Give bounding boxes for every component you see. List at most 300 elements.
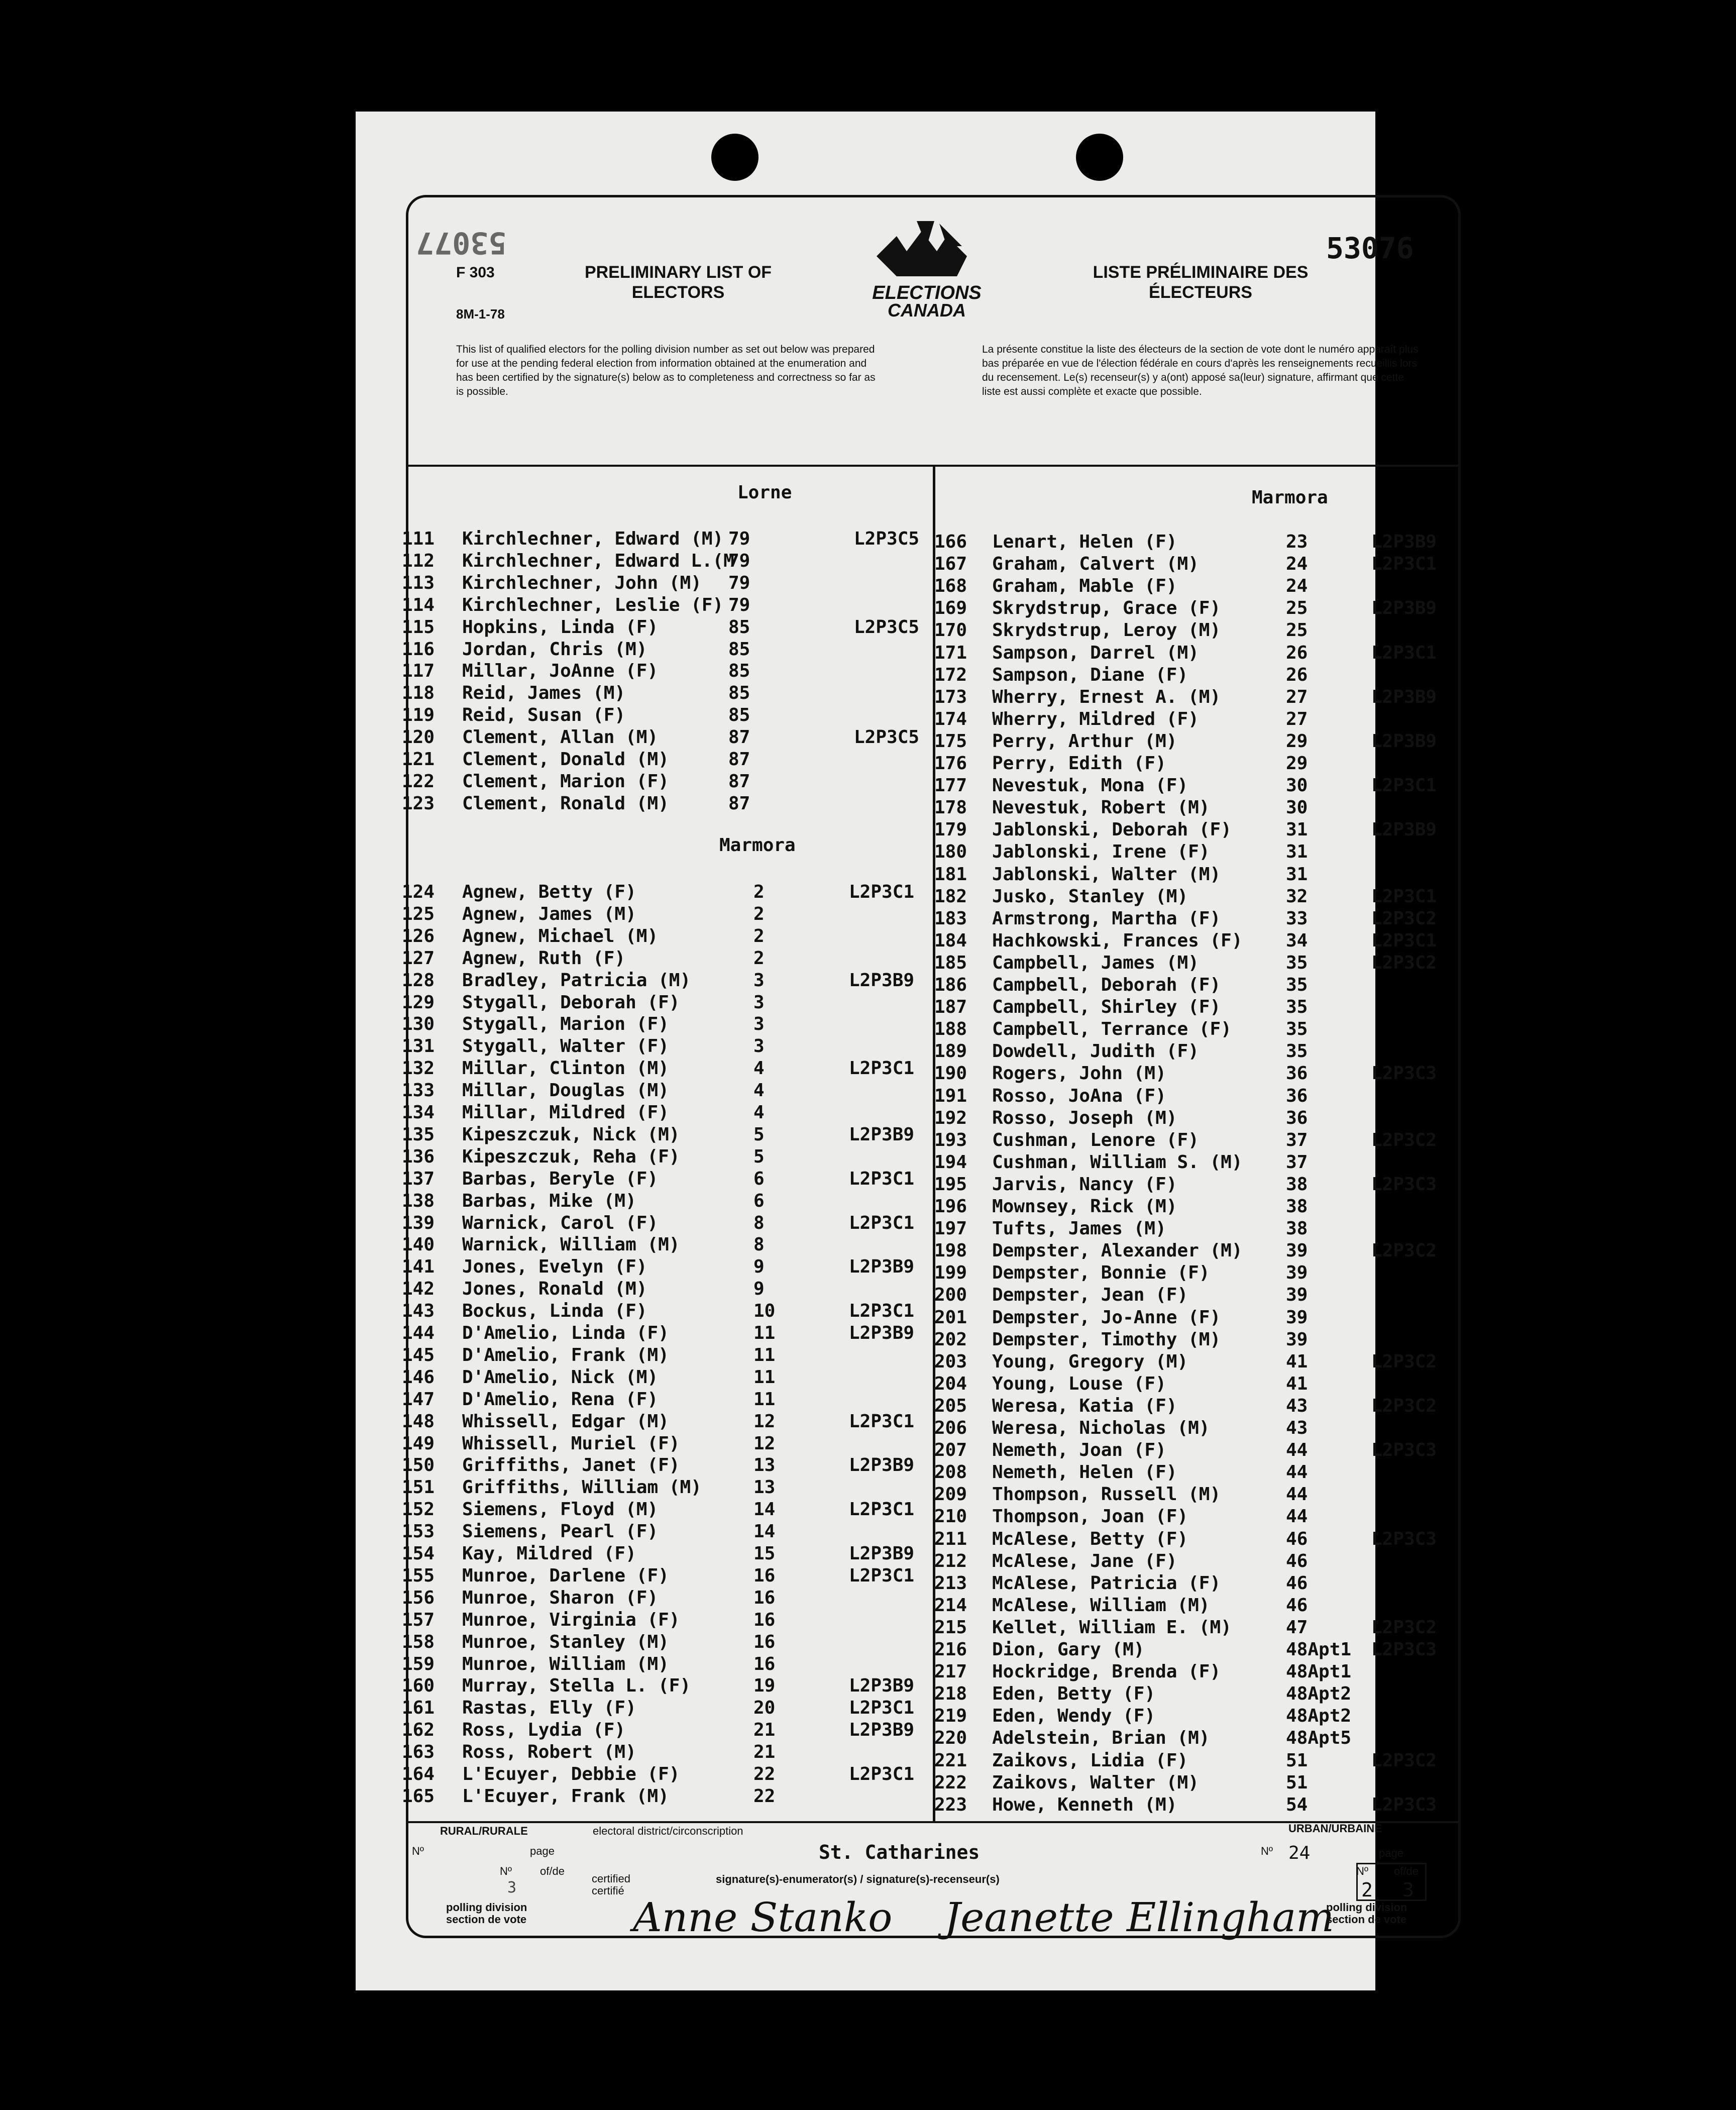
- elector-postal-code: L2P3C3: [1371, 1440, 1437, 1461]
- elector-address: 9: [753, 1256, 765, 1278]
- elector-number: 196: [934, 1196, 967, 1217]
- punch-hole: [711, 134, 758, 181]
- elector-name: Campbell, James (M): [992, 952, 1199, 973]
- elector-name: McAlese, Patricia (F): [992, 1572, 1221, 1594]
- elector-number: 163: [402, 1742, 435, 1763]
- elector-name: Clement, Allan (M): [462, 727, 659, 748]
- elector-name: Whissell, Edgar (M): [462, 1411, 669, 1432]
- elector-address: 26: [1286, 664, 1308, 685]
- elector-address: 22: [753, 1764, 776, 1784]
- elector-address: 23: [1286, 532, 1308, 552]
- elector-postal-code: L2P3B9: [849, 1124, 915, 1145]
- elector-number: 140: [402, 1234, 435, 1255]
- elector-address: 14: [753, 1499, 776, 1520]
- elector-address: 8: [753, 1234, 765, 1255]
- elector-address: 37: [1286, 1129, 1308, 1150]
- elector-name: Jablonski, Deborah (F): [992, 819, 1232, 840]
- elector-address: 5: [753, 1124, 765, 1145]
- elector-address: 36: [1286, 1063, 1308, 1084]
- elector-number: 137: [402, 1168, 435, 1189]
- elector-address: 39: [1286, 1285, 1308, 1306]
- elector-number: 207: [934, 1440, 967, 1461]
- elector-address: 85: [728, 639, 750, 660]
- elector-address: 27: [1286, 708, 1308, 729]
- elector-name: Sampson, Darrel (M): [992, 642, 1199, 663]
- elector-number: 150: [402, 1455, 435, 1476]
- elector-name: Rosso, JoAna (F): [992, 1085, 1166, 1106]
- polling-label-left: polling division section de vote: [446, 1901, 527, 1926]
- elector-number: 171: [934, 642, 967, 663]
- elector-postal-code: L2P3B9: [1371, 819, 1437, 840]
- elector-address: 44: [1286, 1440, 1308, 1461]
- elector-name: Kay, Mildred (F): [462, 1543, 636, 1564]
- elector-number: 144: [402, 1323, 435, 1343]
- elector-number: 168: [934, 576, 967, 597]
- elector-number: 191: [934, 1085, 967, 1106]
- elections-canada-logo: [846, 216, 1007, 322]
- elector-number: 193: [934, 1129, 967, 1150]
- elector-postal-code: L2P3C5: [854, 616, 920, 638]
- elector-number: 216: [934, 1639, 967, 1660]
- elector-address: 10: [753, 1301, 776, 1322]
- elector-name: Weresa, Nicholas (M): [992, 1418, 1210, 1438]
- elector-address: 48Apt1: [1286, 1639, 1352, 1660]
- elector-postal-code: L2P3C5: [854, 529, 920, 549]
- street-header-marmora-left: Marmora: [719, 835, 796, 856]
- elector-name: D'Amelio, Frank (M): [462, 1344, 669, 1365]
- elector-number: 132: [402, 1058, 435, 1079]
- elector-number: 178: [934, 797, 967, 818]
- elector-number: 135: [402, 1124, 435, 1145]
- elector-number: 167: [934, 554, 967, 575]
- elector-name: Lenart, Helen (F): [992, 532, 1177, 552]
- elector-number: 223: [934, 1794, 967, 1815]
- elector-number: 113: [402, 572, 435, 593]
- elector-postal-code: L2P3C2: [1371, 1240, 1437, 1261]
- elector-address: 47: [1286, 1617, 1308, 1638]
- elector-name: Reid, Susan (F): [462, 705, 626, 726]
- elector-name: Dempster, Jo-Anne (F): [992, 1307, 1221, 1328]
- elector-name: Stygall, Marion (F): [462, 1014, 669, 1035]
- elector-postal-code: L2P3C5: [854, 727, 920, 748]
- elector-number: 141: [402, 1256, 435, 1278]
- svg-text:CANADA: CANADA: [888, 300, 966, 321]
- elector-address: 30: [1286, 797, 1308, 818]
- elector-address: 87: [728, 727, 750, 748]
- elector-number: 129: [402, 992, 435, 1013]
- elector-number: 119: [402, 705, 435, 726]
- elector-postal-code: L2P3C2: [1371, 908, 1437, 929]
- elector-name: Jablonski, Walter (M): [992, 864, 1221, 885]
- elector-address: 51: [1286, 1750, 1308, 1771]
- elector-address: 5: [753, 1146, 765, 1167]
- elector-address: 46: [1286, 1550, 1308, 1571]
- signatures-label: signature(s)-enumerator(s) / signature(s)-recenseur(s): [716, 1873, 1000, 1885]
- elector-address: 43: [1286, 1418, 1308, 1438]
- elector-address: 39: [1286, 1329, 1308, 1350]
- elector-number: 147: [402, 1389, 435, 1410]
- elector-address: 2: [753, 925, 765, 946]
- elector-name: Griffiths, William (M): [462, 1477, 702, 1498]
- elector-name: Dowdell, Judith (F): [992, 1041, 1199, 1062]
- elector-address: 4: [753, 1102, 765, 1123]
- urban-of-label: of/de: [1394, 1865, 1419, 1877]
- elector-address: 24: [1286, 576, 1308, 597]
- elector-number: 118: [402, 683, 435, 704]
- elector-address: 54: [1286, 1794, 1308, 1815]
- elector-postal-code: L2P3C1: [849, 882, 915, 902]
- elector-address: 35: [1286, 952, 1308, 973]
- elector-name: Cushman, Lenore (F): [992, 1129, 1199, 1150]
- elector-postal-code: L2P3C1: [1371, 886, 1437, 907]
- elector-number: 133: [402, 1080, 435, 1101]
- elector-name: Mownsey, Rick (M): [992, 1196, 1177, 1217]
- elector-name: Hachkowski, Frances (F): [992, 930, 1243, 951]
- elector-address: 85: [728, 683, 750, 704]
- elector-number: 117: [402, 661, 435, 682]
- elector-number: 208: [934, 1462, 967, 1483]
- elector-number: 152: [402, 1499, 435, 1520]
- elector-number: 151: [402, 1477, 435, 1498]
- elector-address: 3: [753, 1036, 765, 1057]
- elector-address: 2: [753, 882, 765, 902]
- elector-number: 166: [934, 532, 967, 552]
- elector-name: Weresa, Katia (F): [992, 1395, 1177, 1416]
- elector-address: 9: [753, 1279, 765, 1300]
- elector-number: 115: [402, 616, 435, 638]
- elector-address: 30: [1286, 775, 1308, 796]
- elector-number: 139: [402, 1212, 435, 1233]
- form-number-left: 53077: [416, 225, 507, 260]
- elector-number: 182: [934, 886, 967, 907]
- elector-address: 79: [728, 572, 750, 593]
- elector-address: 44: [1286, 1484, 1308, 1505]
- elector-number: 173: [934, 686, 967, 707]
- elector-postal-code: L2P3B9: [1371, 730, 1437, 752]
- elector-name: Agnew, Betty (F): [462, 882, 636, 902]
- elector-name: Ross, Lydia (F): [462, 1720, 626, 1741]
- elector-number: 188: [934, 1019, 967, 1040]
- elector-address: 4: [753, 1080, 765, 1101]
- elector-address: 36: [1286, 1107, 1308, 1128]
- elector-address: 11: [753, 1323, 776, 1343]
- elector-name: D'Amelio, Rena (F): [462, 1389, 659, 1410]
- elector-address: 32: [1286, 886, 1308, 907]
- elector-name: Jones, Ronald (M): [462, 1279, 647, 1300]
- signature-enumerator-2: Jeanette Ellingham: [944, 1894, 1335, 1941]
- elector-postal-code: L2P3B9: [849, 1256, 915, 1278]
- elector-number: 221: [934, 1750, 967, 1771]
- elector-postal-code: L2P3C1: [1371, 775, 1437, 796]
- elector-name: Griffiths, Janet (F): [462, 1455, 680, 1476]
- elector-number: 126: [402, 925, 435, 946]
- elector-name: Kipeszczuk, Reha (F): [462, 1146, 680, 1167]
- elector-number: 131: [402, 1036, 435, 1057]
- elector-name: Nevestuk, Robert (M): [992, 797, 1210, 818]
- elector-name: Dempster, Jean (F): [992, 1285, 1188, 1306]
- elector-name: Stygall, Deborah (F): [462, 992, 680, 1013]
- elector-number: 159: [402, 1653, 435, 1674]
- elector-address: 22: [753, 1785, 776, 1807]
- elector-address: 26: [1286, 642, 1308, 663]
- urban-no-label: Nº: [1261, 1845, 1273, 1857]
- signature-enumerator-1: Anne Stanko: [633, 1894, 893, 1941]
- elector-name: Clement, Marion (F): [462, 771, 669, 792]
- form-number-right: 53076: [1326, 231, 1414, 265]
- elector-postal-code: L2P3C1: [849, 1764, 915, 1784]
- elector-name: Campbell, Shirley (F): [992, 997, 1221, 1018]
- elector-postal-code: L2P3B9: [849, 1455, 915, 1476]
- elector-postal-code: L2P3C3: [1371, 1063, 1437, 1084]
- elector-postal-code: L2P3C2: [1371, 1351, 1437, 1372]
- elector-address: 37: [1286, 1151, 1308, 1173]
- elector-number: 169: [934, 598, 967, 619]
- elector-address: 29: [1286, 730, 1308, 752]
- elector-number: 213: [934, 1572, 967, 1594]
- elector-name: Nemeth, Joan (F): [992, 1440, 1166, 1461]
- elector-postal-code: L2P3C2: [1371, 952, 1437, 973]
- elector-name: Kirchlechner, Edward L.(M: [462, 550, 734, 571]
- elector-name: Perry, Arthur (M): [992, 730, 1177, 752]
- elector-name: Zaikovs, Walter (M): [992, 1772, 1199, 1793]
- elector-address: 12: [753, 1433, 776, 1454]
- elector-address: 38: [1286, 1174, 1308, 1195]
- elector-name: Millar, JoAnne (F): [462, 661, 659, 682]
- elector-address: 46: [1286, 1572, 1308, 1594]
- elector-name: Jones, Evelyn (F): [462, 1256, 647, 1278]
- elector-address: 44: [1286, 1506, 1308, 1527]
- elector-number: 212: [934, 1550, 967, 1571]
- elector-address: 3: [753, 992, 765, 1013]
- elector-number: 148: [402, 1411, 435, 1432]
- elector-name: Agnew, James (M): [462, 903, 636, 924]
- elector-address: 8: [753, 1212, 765, 1233]
- elector-address: 31: [1286, 864, 1308, 885]
- elector-name: Eden, Betty (F): [992, 1683, 1156, 1705]
- elector-number: 177: [934, 775, 967, 796]
- elector-address: 31: [1286, 819, 1308, 840]
- elector-number: 187: [934, 997, 967, 1018]
- elector-name: Kipeszczuk, Nick (M): [462, 1124, 680, 1145]
- elector-postal-code: L2P3B9: [849, 1323, 915, 1343]
- elector-name: Nemeth, Helen (F): [992, 1462, 1177, 1483]
- elector-address: 11: [753, 1389, 776, 1410]
- elector-name: Reid, James (M): [462, 683, 626, 704]
- elector-address: 48Apt2: [1286, 1706, 1352, 1727]
- elector-name: Jarvis, Nancy (F): [992, 1174, 1177, 1195]
- elector-number: 146: [402, 1366, 435, 1388]
- elector-address: 51: [1286, 1772, 1308, 1793]
- elector-name: Jordan, Chris (M): [462, 639, 647, 660]
- elector-address: 46: [1286, 1528, 1308, 1549]
- elector-name: Agnew, Michael (M): [462, 925, 659, 946]
- elector-address: 44: [1286, 1462, 1308, 1483]
- elector-name: Barbas, Beryle (F): [462, 1168, 659, 1189]
- elector-name: Nevestuk, Mona (F): [992, 775, 1188, 796]
- elector-postal-code: L2P3C1: [1371, 642, 1437, 663]
- elector-number: 210: [934, 1506, 967, 1527]
- elector-number: 180: [934, 841, 967, 863]
- elector-address: 14: [753, 1521, 776, 1542]
- elector-name: Skrydstrup, Grace (F): [992, 598, 1221, 619]
- elector-number: 185: [934, 952, 967, 973]
- elector-address: 3: [753, 970, 765, 991]
- elector-number: 143: [402, 1301, 435, 1322]
- elector-postal-code: L2P3C2: [1371, 1395, 1437, 1416]
- elector-postal-code: L2P3C1: [849, 1301, 915, 1322]
- rural-page-no-label: Nº: [500, 1865, 512, 1877]
- elector-postal-code: L2P3C2: [1371, 1617, 1437, 1638]
- elector-address: 21: [753, 1742, 776, 1763]
- elector-number: 172: [934, 664, 967, 685]
- elector-name: Whissell, Muriel (F): [462, 1433, 680, 1454]
- elector-address: 87: [728, 749, 750, 770]
- elector-address: 13: [753, 1455, 776, 1476]
- elector-name: Adelstein, Brian (M): [992, 1728, 1210, 1749]
- elector-postal-code: L2P3C2: [1371, 1750, 1437, 1771]
- elector-number: 174: [934, 708, 967, 729]
- elector-name: McAlese, Betty (F): [992, 1528, 1188, 1549]
- elector-postal-code: L2P3B9: [849, 1543, 915, 1564]
- elector-number: 136: [402, 1146, 435, 1167]
- urban-no: 24: [1288, 1843, 1311, 1863]
- elector-number: 198: [934, 1240, 967, 1261]
- elector-number: 219: [934, 1706, 967, 1727]
- elector-name: Howe, Kenneth (M): [992, 1794, 1177, 1815]
- intro-en: This list of qualified electors for the polling division number as set out below was prepared for use at the pending federal election from information obtained at the enumeration and has been certified by the signature(s) below as to completeness and correctness so far as is possible.: [456, 344, 876, 397]
- elector-name: McAlese, Jane (F): [992, 1550, 1177, 1571]
- elector-postal-code: L2P3C3: [1371, 1174, 1437, 1195]
- elector-number: 161: [402, 1698, 435, 1719]
- elector-number: 127: [402, 947, 435, 969]
- form-code: F 303: [456, 264, 495, 281]
- elector-postal-code: L2P3C1: [849, 1499, 915, 1520]
- elector-name: Kirchlechner, Edward (M): [462, 529, 724, 549]
- elector-name: Graham, Calvert (M): [992, 554, 1199, 575]
- elector-address: 39: [1286, 1262, 1308, 1284]
- elector-postal-code: L2P3C3: [1371, 1639, 1437, 1660]
- elector-address: 36: [1286, 1085, 1308, 1106]
- elector-address: 21: [753, 1720, 776, 1741]
- elector-number: 165: [402, 1785, 435, 1807]
- elector-name: Graham, Mable (F): [992, 576, 1177, 597]
- elector-name: Eden, Wendy (F): [992, 1706, 1156, 1727]
- rural-page-label: page: [530, 1845, 555, 1857]
- elector-name: Armstrong, Martha (F): [992, 908, 1221, 929]
- elector-number: 122: [402, 771, 435, 792]
- elector-address: 15: [753, 1543, 776, 1564]
- elector-name: Perry, Edith (F): [992, 753, 1166, 774]
- elector-number: 155: [402, 1565, 435, 1586]
- elector-address: 20: [753, 1698, 776, 1719]
- elector-name: Agnew, Ruth (F): [462, 947, 626, 969]
- elector-address: 11: [753, 1344, 776, 1365]
- elector-number: 211: [934, 1528, 967, 1549]
- elector-number: 194: [934, 1151, 967, 1173]
- certified-label: certified certifié: [592, 1872, 631, 1897]
- elector-name: Millar, Clinton (M): [462, 1058, 669, 1079]
- elector-number: 195: [934, 1174, 967, 1195]
- elector-postal-code: L2P3C1: [849, 1212, 915, 1233]
- elector-number: 184: [934, 930, 967, 951]
- elector-postal-code: L2P3B9: [849, 970, 915, 991]
- elector-number: 170: [934, 620, 967, 641]
- elector-address: 6: [753, 1190, 765, 1211]
- elector-number: 181: [934, 864, 967, 885]
- elector-address: 3: [753, 1014, 765, 1035]
- elector-number: 215: [934, 1617, 967, 1638]
- elector-number: 214: [934, 1595, 967, 1616]
- elector-name: Munroe, Virginia (F): [462, 1609, 680, 1630]
- elector-number: 202: [934, 1329, 967, 1350]
- elector-address: 48Apt5: [1286, 1728, 1352, 1749]
- elector-address: 33: [1286, 908, 1308, 929]
- elector-name: Thompson, Russell (M): [992, 1484, 1221, 1505]
- elector-address: 6: [753, 1168, 765, 1189]
- elector-name: Millar, Mildred (F): [462, 1102, 669, 1123]
- elector-number: 116: [402, 639, 435, 660]
- elector-name: Dempster, Alexander (M): [992, 1240, 1243, 1261]
- elector-postal-code: L2P3B9: [1371, 598, 1437, 619]
- elector-address: 11: [753, 1366, 776, 1388]
- elector-address: 48Apt1: [1286, 1661, 1352, 1682]
- elector-number: 156: [402, 1587, 435, 1608]
- elector-address: 35: [1286, 1019, 1308, 1040]
- elector-number: 220: [934, 1728, 967, 1749]
- elector-number: 218: [934, 1683, 967, 1705]
- elector-number: 203: [934, 1351, 967, 1372]
- elector-number: 124: [402, 882, 435, 902]
- elector-address: 19: [753, 1675, 776, 1697]
- punch-hole: [1076, 134, 1123, 181]
- elector-number: 120: [402, 727, 435, 748]
- elector-name: Rosso, Joseph (M): [992, 1107, 1177, 1128]
- elector-address: 87: [728, 771, 750, 792]
- elector-number: 222: [934, 1772, 967, 1793]
- elector-name: Siemens, Floyd (M): [462, 1499, 659, 1520]
- elector-number: 158: [402, 1631, 435, 1652]
- elector-name: Munroe, Stanley (M): [462, 1631, 669, 1652]
- elector-address: 41: [1286, 1373, 1308, 1394]
- urban-page-no-label: Nº: [1356, 1865, 1368, 1877]
- elector-address: 16: [753, 1631, 776, 1652]
- elector-postal-code: L2P3B9: [1371, 532, 1437, 552]
- elector-address: 25: [1286, 598, 1308, 619]
- elector-number: 153: [402, 1521, 435, 1542]
- elector-name: Bockus, Linda (F): [462, 1301, 647, 1322]
- elector-address: 48Apt2: [1286, 1683, 1352, 1705]
- elector-address: 79: [728, 529, 750, 549]
- street-header-marmora-right: Marmora: [1252, 487, 1328, 508]
- elector-address: 41: [1286, 1351, 1308, 1372]
- elector-postal-code: L2P3C2: [1371, 1129, 1437, 1150]
- elector-number: 175: [934, 730, 967, 752]
- elector-number: 199: [934, 1262, 967, 1284]
- elector-name: Kirchlechner, John (M): [462, 572, 702, 593]
- elector-address: 35: [1286, 1041, 1308, 1062]
- elector-address: 13: [753, 1477, 776, 1498]
- elector-name: Murray, Stella L. (F): [462, 1675, 691, 1697]
- elector-address: 39: [1286, 1307, 1308, 1328]
- elector-name: Jablonski, Irene (F): [992, 841, 1210, 863]
- page-number: 2: [1361, 1879, 1373, 1901]
- elector-number: 205: [934, 1395, 967, 1416]
- elector-address: 27: [1286, 686, 1308, 707]
- svg-text:ELECTIONS: ELECTIONS: [872, 282, 982, 303]
- elector-postal-code: L2P3C1: [849, 1168, 915, 1189]
- elector-postal-code: L2P3C1: [849, 1565, 915, 1586]
- elector-number: 192: [934, 1107, 967, 1128]
